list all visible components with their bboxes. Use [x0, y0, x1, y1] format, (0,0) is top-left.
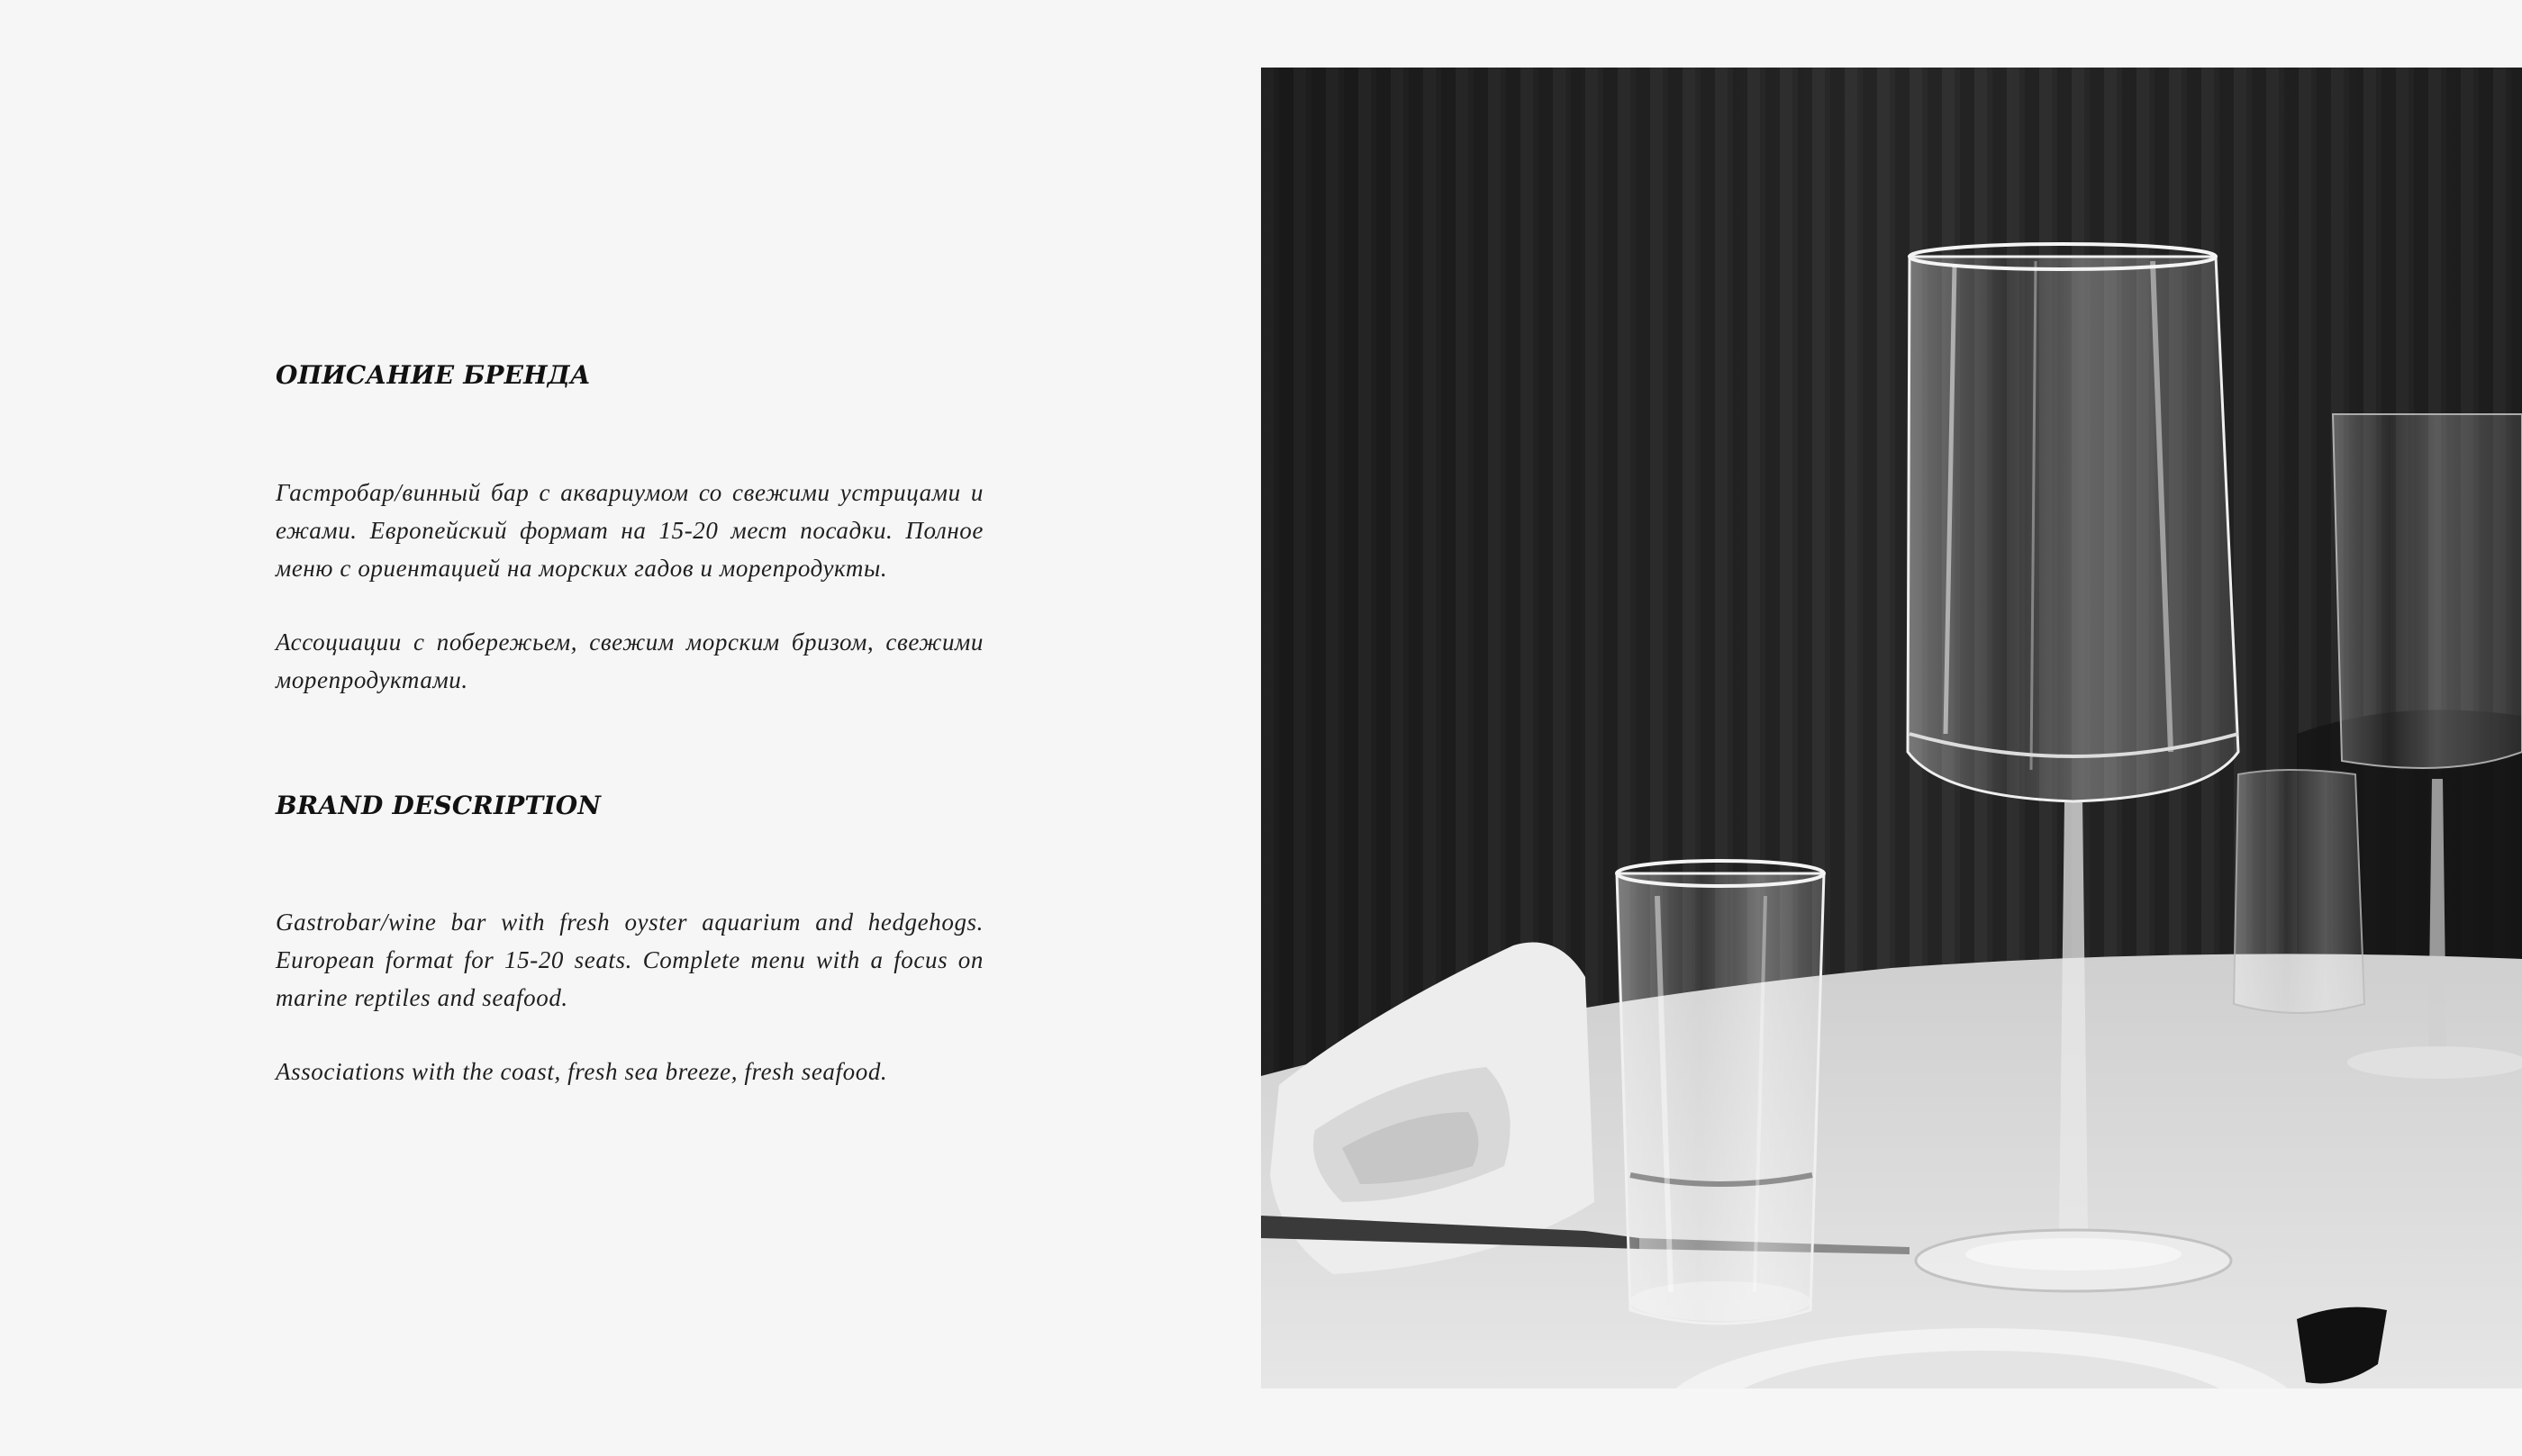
photo-illustration: [1261, 68, 2522, 1388]
ru-brand-title: ОПИСАНИЕ БРЕНДА: [276, 360, 591, 390]
wine-glass-table-photo: [1261, 68, 2522, 1388]
en-brand-paragraph-2: Associations with the coast, fresh sea breeze, fresh seafood.: [276, 1058, 888, 1085]
en-brand-title: BRAND DESCRIPTION: [276, 791, 602, 820]
ru-brand-paragraph-1: Гастробар/винный бар с аквариумом со свежими устрицами и ежами. Европейский формат на 15-20 мест посадки. Полное меню с ориентацией на морских гадов и морепродукты.: [276, 479, 984, 582]
ru-brand-paragraph-2: Ассоциации с побережьем, свежим морским бризом, свежими морепродуктами.: [276, 629, 984, 693]
en-brand-paragraph-1: Gastrobar/wine bar with fresh oyster aquarium and hedgehogs. European format for 15-20 seats. Complete menu with a focus on marine reptiles and seafood.: [276, 909, 984, 1011]
